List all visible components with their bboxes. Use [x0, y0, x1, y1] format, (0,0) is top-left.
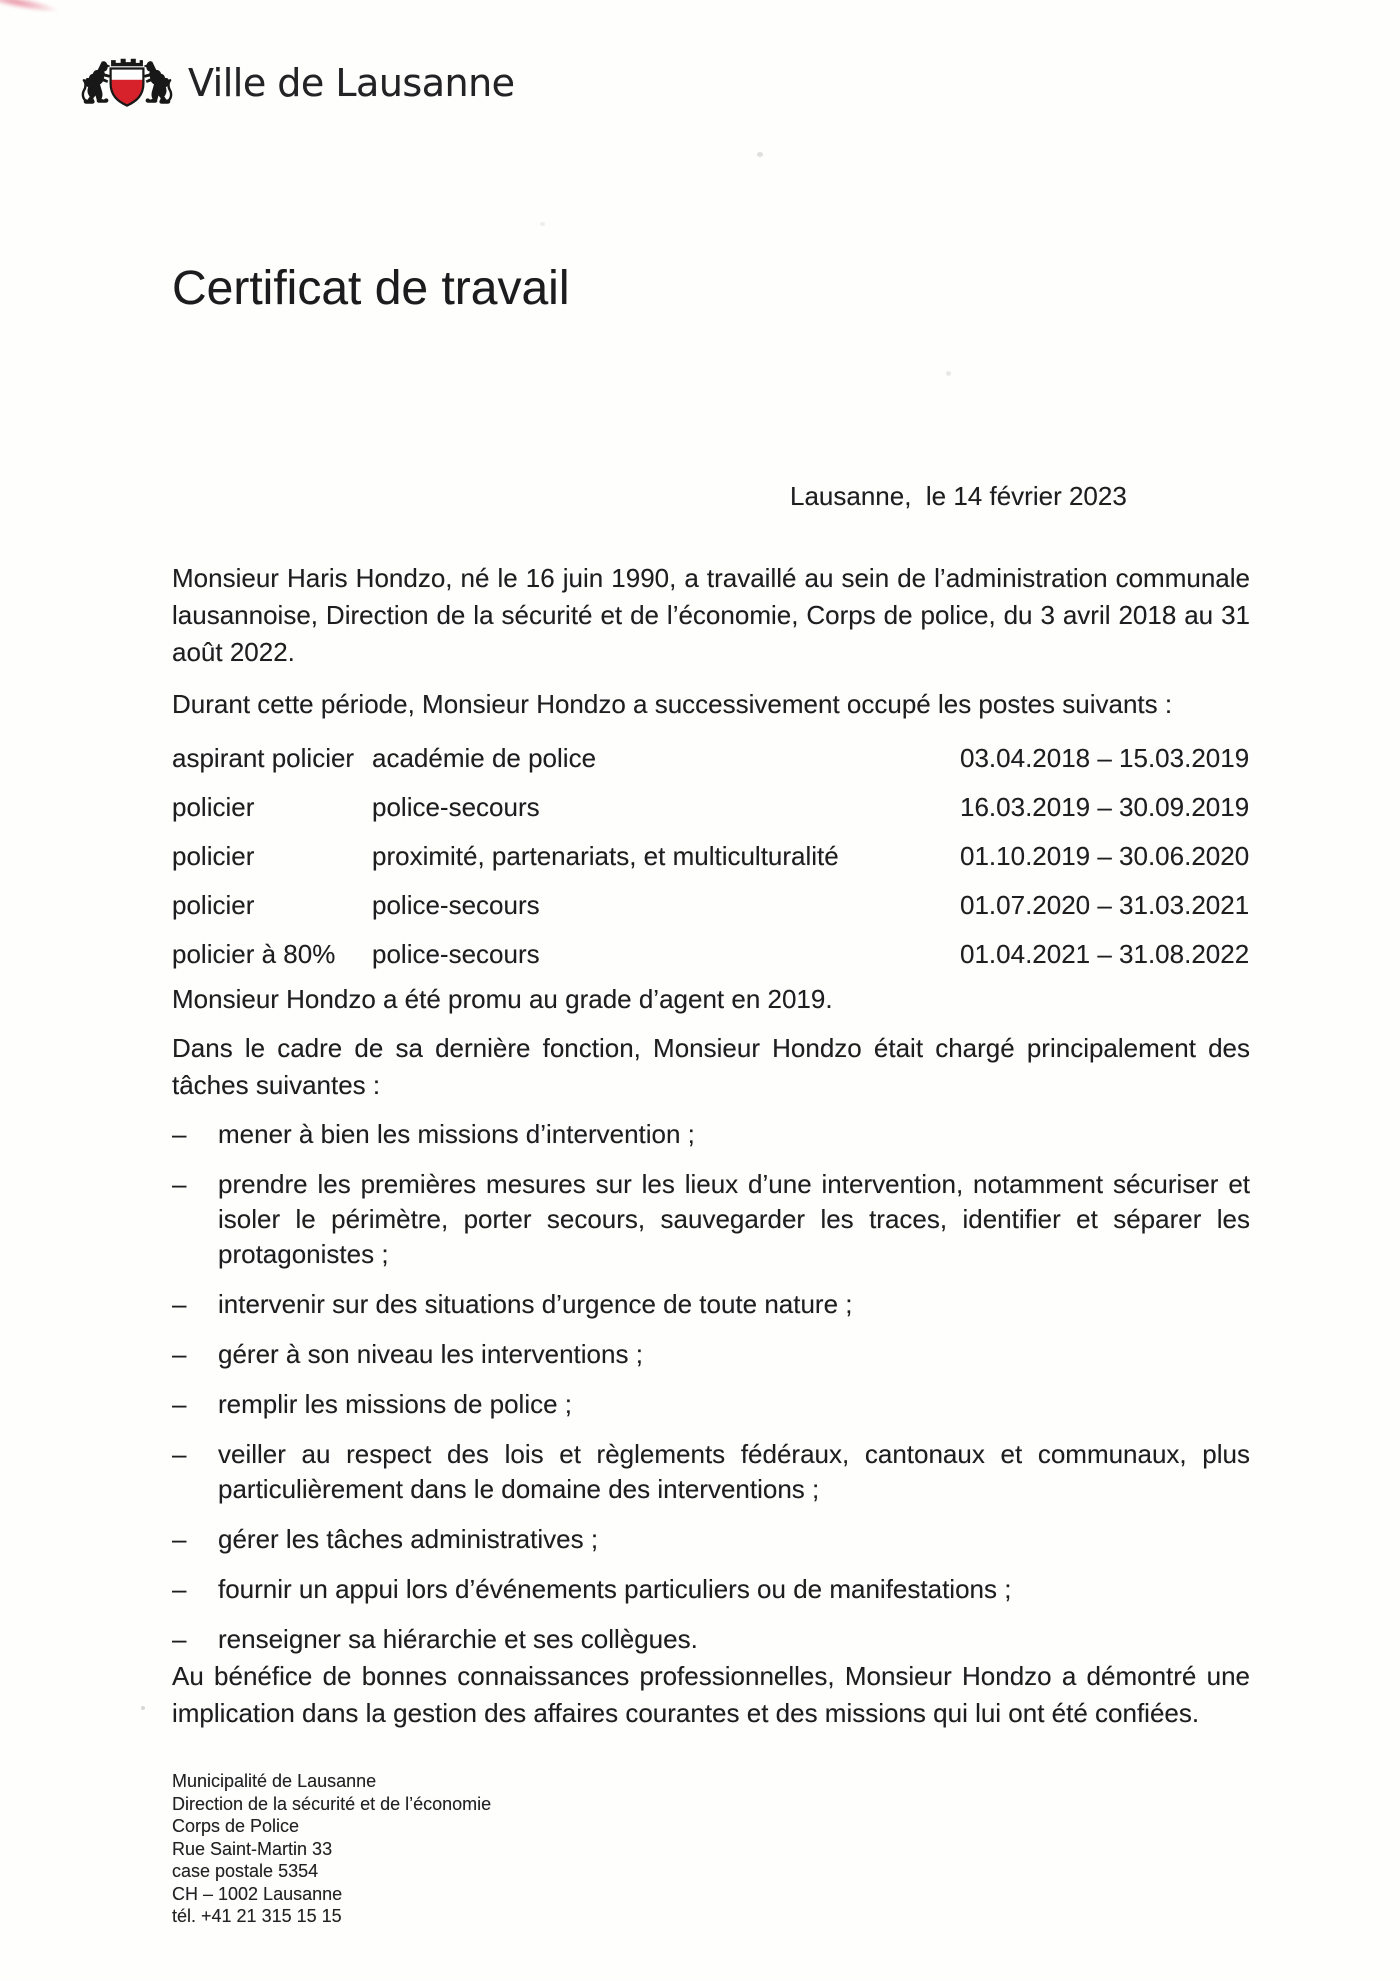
- position-period: 01.10.2019 – 30.06.2020: [960, 841, 1250, 871]
- lausanne-coat-of-arms-icon: [80, 54, 174, 114]
- bullet-dash: –: [172, 1289, 187, 1319]
- footer-address: [172, 1770, 491, 1928]
- footer-line: CH – 1002 Lausanne: [172, 1883, 343, 1904]
- position-unit: académie de police: [372, 743, 597, 773]
- task-text: gérer les tâches administratives ;: [218, 1524, 599, 1554]
- bullet-dash: –: [172, 1119, 187, 1149]
- footer-line: case postale 5354: [172, 1861, 319, 1881]
- position-period: 01.04.2021 – 31.08.2022: [960, 939, 1250, 969]
- header-brand: [80, 54, 515, 114]
- footer-line: tél. +41 21 315 15 15: [172, 1906, 342, 1926]
- mural-crown-icon: [111, 59, 143, 67]
- position-unit: proximité, partenariats, et multiculturalité: [372, 841, 839, 871]
- document-title: Certificat de travail: [172, 262, 570, 315]
- bullet-dash: –: [172, 1389, 187, 1419]
- intro-paragraph: Monsieur Haris Hondzo, né le 16 juin 1990, a travaillé au sein de l’administration communale lausannoise, Direction de la sécurité et de l’économie, Corps de police, du 3 avril 2018 au 31 août 2022.: [172, 563, 1250, 667]
- shield-icon: [108, 69, 146, 108]
- position-period: 01.07.2020 – 31.03.2021: [960, 890, 1250, 920]
- footer-line: Municipalité de Lausanne: [172, 1771, 377, 1791]
- scan-artifact: [540, 222, 545, 226]
- coat-of-arms-svg: [80, 54, 174, 114]
- brand-name: Ville de Lausanne: [188, 61, 515, 106]
- position-unit: police-secours: [372, 792, 540, 822]
- task-text: prendre les premières mesures sur les lieux d’une intervention, notamment sécuriser et isoler le périmètre, porter secours, sauvegarder les traces, identifier et séparer les protagonistes ;: [218, 1169, 1250, 1269]
- position-unit: police-secours: [372, 890, 540, 920]
- task-item: [172, 1337, 1250, 1372]
- position-role: policier à 80%: [172, 939, 336, 969]
- position-period: 03.04.2018 – 15.03.2019: [960, 743, 1250, 773]
- task-text: renseigner sa hiérarchie et ses collègues.: [218, 1624, 698, 1654]
- scan-artifact: [757, 152, 763, 157]
- bullet-dash: –: [172, 1169, 187, 1199]
- footer-line: Corps de Police: [172, 1816, 300, 1836]
- scan-artifact: [946, 371, 951, 376]
- task-item: [172, 1167, 1250, 1272]
- task-item: [172, 1622, 1250, 1657]
- task-item: [172, 1437, 1250, 1507]
- task-text: mener à bien les missions d’intervention ;: [218, 1119, 695, 1149]
- task-text: intervenir sur des situations d’urgence de toute nature ;: [218, 1289, 853, 1319]
- scan-artifact: [141, 1706, 145, 1710]
- task-text: veiller au respect des lois et règlements fédéraux, cantonaux et communaux, plus particulièrement dans le domaine des interventions ;: [218, 1439, 1250, 1504]
- footer-line: Rue Saint-Martin 33: [172, 1838, 333, 1859]
- footer-line: Direction de la sécurité et de l’économie: [172, 1793, 492, 1814]
- tasks-list: [172, 1117, 1250, 1672]
- task-item: [172, 1117, 1250, 1152]
- position-unit: police-secours: [372, 939, 540, 969]
- positions-intro: Durant cette période, Monsieur Hondzo a successivement occupé les postes suivants :: [172, 689, 1173, 719]
- tasks-intro: Dans le cadre de sa dernière fonction, Monsieur Hondzo était chargé principalement des tâches suivantes :: [172, 1033, 1250, 1100]
- position-role: policier: [172, 792, 255, 822]
- bullet-dash: –: [172, 1439, 187, 1469]
- scan-artifact: [0, 0, 59, 16]
- position-role: policier: [172, 841, 255, 871]
- bullet-dash: –: [172, 1524, 187, 1554]
- task-item: [172, 1522, 1250, 1557]
- promotion-paragraph: Monsieur Hondzo a été promu au grade d’agent en 2019.: [172, 984, 833, 1014]
- bullet-dash: –: [172, 1624, 187, 1654]
- bullet-dash: –: [172, 1339, 187, 1369]
- task-text: gérer à son niveau les interventions ;: [218, 1339, 643, 1369]
- position-role: aspirant policier: [172, 743, 355, 773]
- closing-paragraph: Au bénéfice de bonnes connaissances professionnelles, Monsieur Hondzo a démontré une implication dans la gestion des affaires courantes et des missions qui lui ont été confiées.: [172, 1661, 1250, 1728]
- lion-right-icon: [144, 61, 172, 103]
- task-item: [172, 1387, 1250, 1422]
- task-text: fournir un appui lors d’événements particuliers ou de manifestations ;: [218, 1574, 1012, 1604]
- positions-table: [172, 740, 1250, 973]
- task-text: remplir les missions de police ;: [218, 1389, 573, 1419]
- task-item: [172, 1287, 1250, 1322]
- dateline: Lausanne, le 14 février 2023: [790, 481, 1127, 511]
- lion-left-icon: [83, 61, 111, 103]
- position-role: policier: [172, 890, 255, 920]
- bullet-dash: –: [172, 1574, 187, 1604]
- task-item: [172, 1572, 1250, 1607]
- position-period: 16.03.2019 – 30.09.2019: [960, 792, 1250, 822]
